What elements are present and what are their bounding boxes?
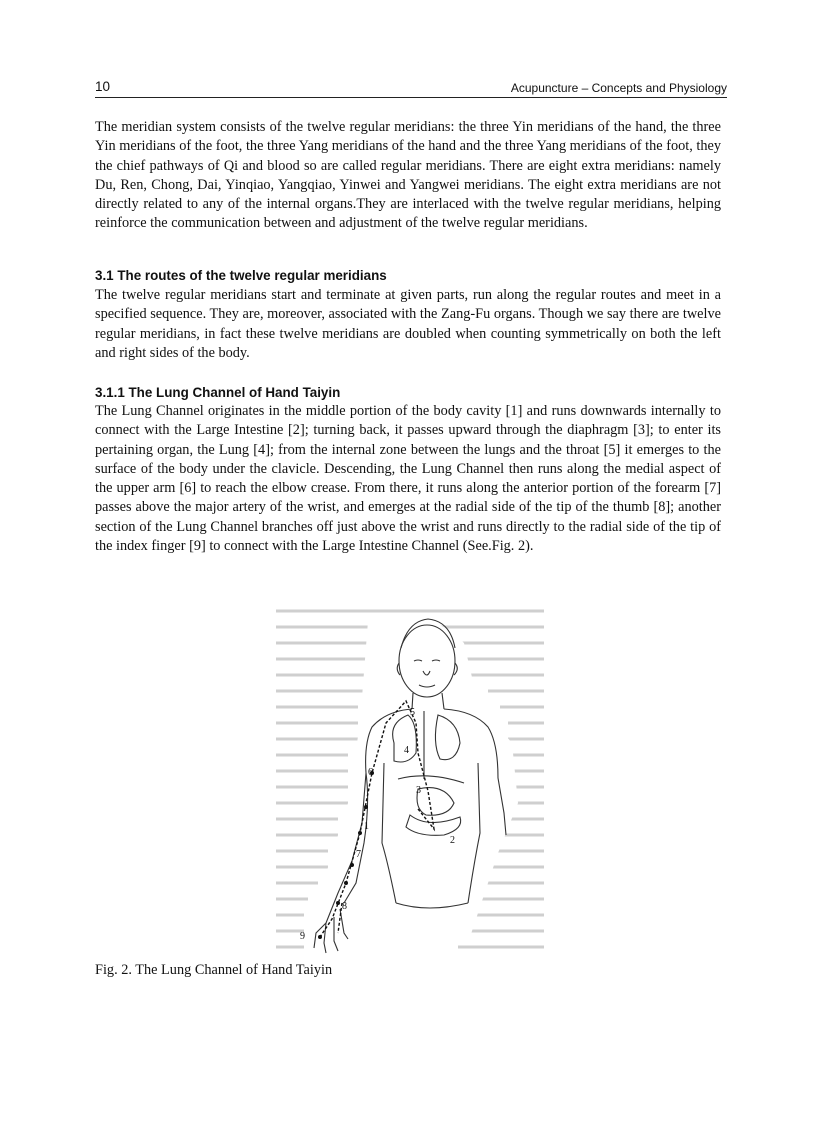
label-6: 6	[368, 767, 373, 778]
section-heading: 3.1 The routes of the twelve regular meridians	[95, 268, 387, 283]
lung-channel-paragraph: The Lung Channel originates in the middle portion of the body cavity [1] and runs downwards internally to connect with the Large Intestine [2]; turning back, it passes upward through the diaphragm [3]; to enter its pertaining organ, the Lung [4]; from the internal zone between the lungs and the throat [5] it emerges to the surface of the body under the clavicle. Descending, the Lung Channel then runs along the medial aspect of the upper arm [6] to reach the elbow crease. From there, it runs along the anterior portion of the forearm [7] passes above the major artery of the wrist, and emerges at the radial side of the tip of the thumb [8]; another section of the Lung Channel branches off just above the wrist and runs directly to the radial side of the tip of the index finger [9] to connect with the Large Intestine Channel (See.Fig. 2).	[95, 403, 721, 555]
lung-channel-figure	[268, 603, 552, 955]
figure-caption: Fig. 2. The Lung Channel of Hand Taiyin	[95, 962, 333, 978]
label-8: 8	[342, 901, 347, 912]
label-3: 3	[416, 785, 421, 796]
page-number: 10	[95, 79, 111, 94]
running-header	[95, 79, 727, 98]
routes-paragraph: The twelve regular meridians start and terminate at given parts, run along the regular routes and meet in a specified sequence. They are, moreover, associated with the Zang-Fu organs. Though we say there are twelve regular meridians, in fact these twelve meridians are doubled when counting symmetrically on both the left and right sides of the body.	[95, 287, 721, 361]
body-diagram	[268, 603, 552, 955]
label-7: 7	[356, 849, 361, 860]
label-5: 5	[410, 707, 415, 718]
running-title: Acupuncture – Concepts and Physiology	[510, 81, 727, 95]
label-1: 1	[364, 821, 369, 832]
label-4: 4	[404, 745, 409, 756]
subsection-heading: 3.1.1 The Lung Channel of Hand Taiyin	[95, 385, 341, 400]
label-2: 2	[450, 835, 455, 846]
intro-paragraph: The meridian system consists of the twelve regular meridians: the three Yin meridians of the hand, the three Yin meridians of the foot, the three Yang meridians of the hand and the three Yang meridians of the foot, they the chief pathways of Qi and blood so are called regular meridians. There are eight extra meridians: namely Du, Ren, Chong, Dai, Yinqiao, Yangqiao, Yinwei and Yangwei meridians. The eight extra meridians are not directly related to any of the internal organs.They are interlaced with the twelve regular meridians, helping reinforce the communication between and adjustment of the twelve regular meridians.	[95, 119, 721, 232]
label-9: 9	[300, 931, 305, 942]
